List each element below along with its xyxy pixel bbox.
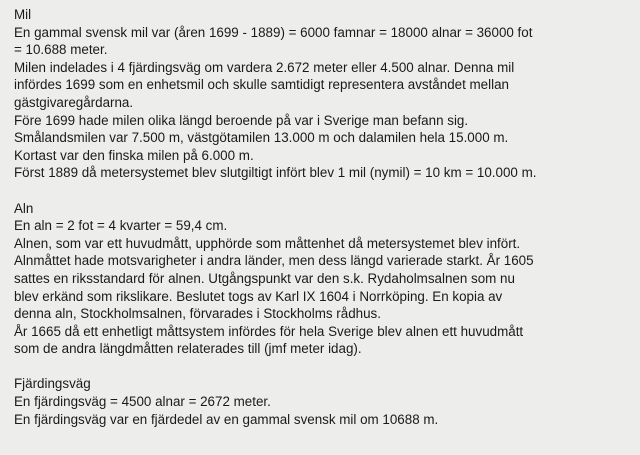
text-line: blev erkänd som rikslikare. Beslutet togs av Karl IX 1604 i Norrköping. En kopia av bbox=[14, 288, 503, 304]
text-line: Först 1889 då metersystemet blev slutgiltigt infört blev 1 mil (nymil) = 10 km = 10.000 m. bbox=[14, 165, 537, 181]
section-spacer bbox=[14, 358, 640, 376]
text-line: Smålandsmilen var 7.500 m, västgötamilen 13.000 m och dalamilen hela 15.000 m. bbox=[14, 130, 509, 146]
section-spacer bbox=[14, 182, 640, 200]
text-line: Alnen, som var ett huvudmått, upphörde som måttenhet då metersystemet blev infört. bbox=[14, 235, 521, 251]
text-line: som de andra längdmåtten relaterades till (jmf meter idag). bbox=[14, 341, 362, 357]
section-aln bbox=[14, 200, 640, 358]
text-line: Kortast var den finska milen på 6.000 m. bbox=[14, 147, 254, 163]
text-line: År 1665 då ett enhetligt måttsystem infördes för hela Sverige blev alnen ett huvudmått bbox=[14, 323, 524, 339]
text-line: denna aln, Stockholmsalnen, förvarades i Stockholms rådhus. bbox=[14, 306, 381, 322]
text-line: = 10.688 meter. bbox=[14, 42, 108, 58]
text-line: En gammal svensk mil var (åren 1699 - 1889) = 6000 famnar = 18000 alnar = 36000 fot bbox=[14, 24, 533, 40]
section-heading: Fjärdingsväg bbox=[14, 376, 91, 392]
text-line: Alnmåttet hade motsvarigheter i andra länder, men dess längd varierade starkt. År 1605 bbox=[14, 253, 534, 269]
section-heading: Aln bbox=[14, 200, 34, 216]
section-fjardingsvag bbox=[14, 375, 640, 428]
text-line: sattes en riksstandard för alnen. Utgångspunkt var den s.k. Rydaholmsalnen som nu bbox=[14, 270, 515, 286]
text-line: En aln = 2 fot = 4 kvarter = 59,4 cm. bbox=[14, 218, 228, 234]
text-line: gästgivaregårdarna. bbox=[14, 94, 134, 110]
text-line: Milen indelades i 4 fjärdingsväg om vardera 2.672 meter eller 4.500 alnar. Denna mil bbox=[14, 59, 515, 75]
section-mil bbox=[14, 6, 640, 182]
text-line: En fjärdingsväg = 4500 alnar = 2672 meter. bbox=[14, 394, 271, 410]
text-line: infördes 1699 som en enhetsmil och skulle samtidigt representera avståndet mellan bbox=[14, 77, 509, 93]
text-line: Före 1699 hade milen olika längd beroende på var i Sverige man befann sig. bbox=[14, 112, 469, 128]
section-heading: Mil bbox=[14, 7, 32, 22]
text-line: En fjärdingsväg var en fjärdedel av en gammal svensk mil om 10688 m. bbox=[14, 411, 439, 427]
